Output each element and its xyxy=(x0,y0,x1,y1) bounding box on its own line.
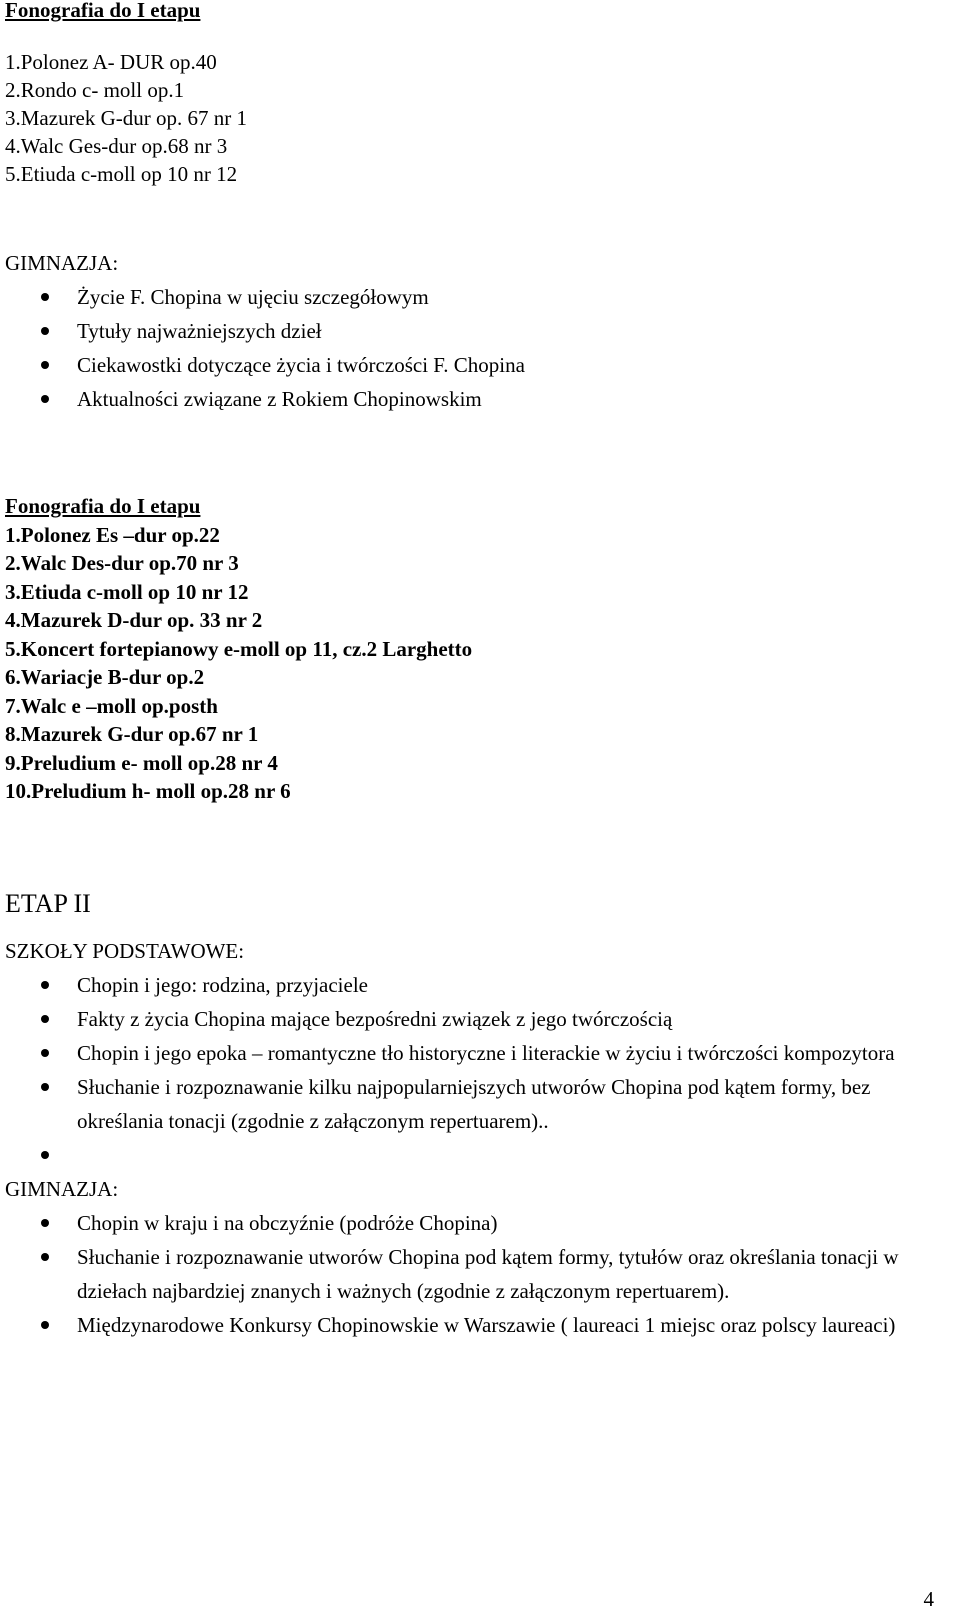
bullet-icon xyxy=(41,1151,49,1159)
list-item-text: Fakty z życia Chopina mające bezpośredni związek z jego twórczością xyxy=(77,1007,673,1031)
list-item-text: Tytuły najważniejszych dzieł xyxy=(77,319,322,343)
gimnazja-label-1: GIMNAZJA: xyxy=(5,251,119,275)
fonografia-1-item-1: 1.Polonez A- DUR op.40 xyxy=(5,50,217,74)
list-item xyxy=(5,1240,940,1308)
fonografia-section-1 xyxy=(5,0,940,188)
bullet-icon xyxy=(41,327,49,335)
bullet-icon xyxy=(41,1083,49,1091)
fonografia-2-item-2: 2.Walc Des-dur op.70 nr 3 xyxy=(5,551,239,575)
list-item xyxy=(5,1138,940,1172)
bullet-icon xyxy=(41,1219,49,1227)
fonografia-2-item-5: 5.Koncert fortepianowy e-moll op 11, cz.2 Larghetto xyxy=(5,636,473,661)
fonografia-1-item-5: 5.Etiuda c-moll op 10 nr 12 xyxy=(5,162,238,186)
list-item-text: Ciekawostki dotyczące życia i twórczości F. Chopina xyxy=(77,353,525,377)
list-item-text: Chopin i jego: rodzina, przyjaciele xyxy=(77,973,368,997)
list-item-text: Aktualności związane z Rokiem Chopinowskim xyxy=(77,387,482,411)
fonografia-2-item-3: 3.Etiuda c-moll op 10 nr 12 xyxy=(5,579,249,604)
podstawowe-list xyxy=(5,968,940,1172)
list-item-text: Chopin w kraju i na obczyźnie (podróże Chopina) xyxy=(77,1211,498,1235)
list-item xyxy=(5,1002,940,1036)
fonografia-2-item-4: 4.Mazurek D-dur op. 33 nr 2 xyxy=(5,608,263,632)
list-item-text: Życie F. Chopina w ujęciu szczegółowym xyxy=(77,285,429,309)
list-item xyxy=(5,1206,940,1240)
fonografia-heading-1: Fonografia do I etapu xyxy=(5,0,201,22)
bullet-icon xyxy=(41,1049,49,1057)
page-number: 4 xyxy=(923,1587,934,1611)
list-item-text: Chopin i jego epoka – romantyczne tło historyczne i literackie w życiu i twórczości kompozytora xyxy=(77,1041,895,1065)
list-item xyxy=(5,968,940,1002)
podstawowe-label: SZKOŁY PODSTAWOWE: xyxy=(5,939,245,963)
fonografia-heading-2: Fonografia do I etapu xyxy=(5,494,201,518)
list-item xyxy=(5,382,940,416)
gimnazja-label-2: GIMNAZJA: xyxy=(5,1177,119,1201)
fonografia-2-item-1: 1.Polonez Es –dur op.22 xyxy=(5,522,220,547)
bullet-icon xyxy=(41,395,49,403)
fonografia-2-item-8: 8.Mazurek G-dur op.67 nr 1 xyxy=(5,722,259,746)
fonografia-1-item-4: 4.Walc Ges-dur op.68 nr 3 xyxy=(5,134,228,158)
list-item xyxy=(5,314,940,348)
list-item xyxy=(5,348,940,382)
fonografia-2-item-7: 7.Walc e –moll op.posth xyxy=(5,693,218,718)
list-item xyxy=(5,280,940,314)
gimnazja-section-1 xyxy=(5,246,940,416)
fonografia-2-item-6: 6.Wariacje B-dur op.2 xyxy=(5,665,205,689)
fonografia-2-item-10: 10.Preludium h- moll op.28 nr 6 xyxy=(5,779,291,803)
gimnazja-2-list xyxy=(5,1206,940,1342)
list-item-text: Słuchanie i rozpoznawanie kilku najpopularniejszych utworów Chopina pod kątem formy, bez określania tonacji (zgodnie z załączonym repertuarem).. xyxy=(77,1075,871,1133)
list-item xyxy=(5,1070,940,1138)
etap-2-title: ETAP II xyxy=(5,889,91,918)
fonografia-1-item-2: 2.Rondo c- moll op.1 xyxy=(5,78,185,102)
list-item xyxy=(5,1308,940,1342)
bullet-icon xyxy=(41,1321,49,1329)
bullet-icon xyxy=(41,293,49,301)
bullet-icon xyxy=(41,1253,49,1261)
fonografia-1-item-3: 3.Mazurek G-dur op. 67 nr 1 xyxy=(5,106,248,130)
gimnazja-1-list xyxy=(5,280,940,416)
bullet-icon xyxy=(41,981,49,989)
etap-2-section xyxy=(5,884,940,1342)
bullet-icon xyxy=(41,1015,49,1023)
fonografia-2-item-9: 9.Preludium e- moll op.28 nr 4 xyxy=(5,750,278,775)
list-item-text: Międzynarodowe Konkursy Chopinowskie w Warszawie ( laureaci 1 miejsc oraz polscy laureaci) xyxy=(77,1313,896,1337)
list-item xyxy=(5,1036,940,1070)
list-item-text: Słuchanie i rozpoznawanie utworów Chopina pod kątem formy, tytułów oraz określania tonacji w dziełach najbardziej znanych i ważnych (zgodnie z załączonym repertuarem). xyxy=(77,1245,899,1303)
fonografia-section-2 xyxy=(5,492,940,806)
bullet-icon xyxy=(41,361,49,369)
